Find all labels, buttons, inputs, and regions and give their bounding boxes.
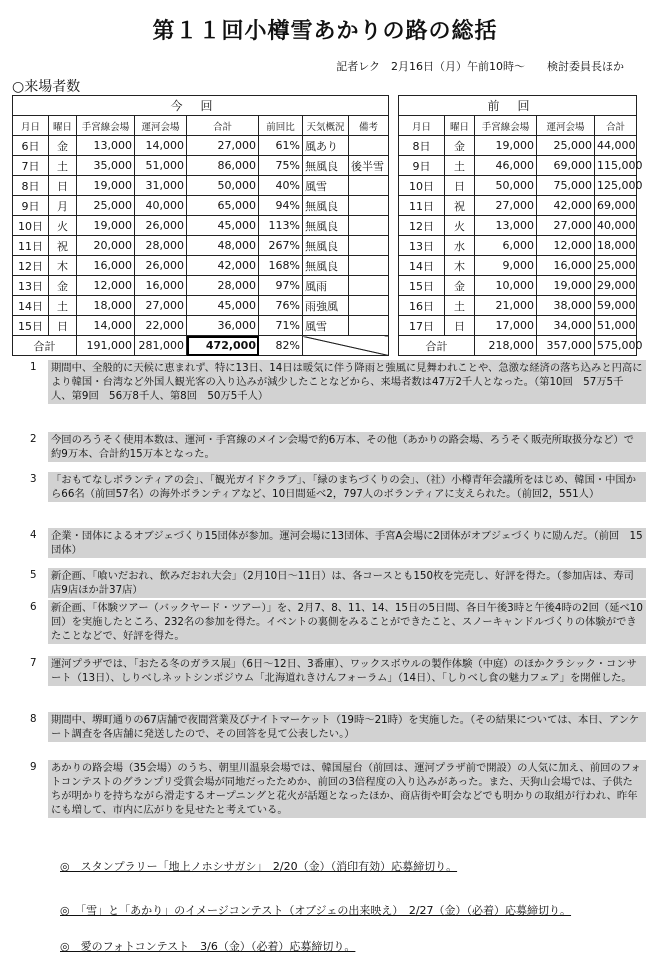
- page-title: 第１１回小樽雪あかりの路の総括: [152, 19, 498, 44]
- cell-previous: 木: [445, 256, 475, 276]
- cell-current: 22,000: [135, 316, 187, 336]
- cell-previous: 21,000: [475, 296, 537, 316]
- note-number: 8: [30, 713, 37, 725]
- cell-previous: 46,000: [475, 156, 537, 176]
- cell-previous: 44,000: [595, 136, 637, 156]
- cell-current: 45,000: [187, 296, 259, 316]
- cell-current: 25,000: [77, 196, 135, 216]
- cell-previous: 8日: [399, 136, 445, 156]
- cell-current: 金: [49, 136, 77, 156]
- table-row: [13, 176, 637, 196]
- cell-current: 86,000: [187, 156, 259, 176]
- cell-current: 40%: [259, 176, 303, 196]
- cell-current: 雨強風: [303, 296, 349, 316]
- note-number: 4: [30, 529, 37, 541]
- col-header-current: 天気概況: [303, 116, 349, 136]
- cell-previous: 19,000: [475, 136, 537, 156]
- cell-previous: 14日: [399, 256, 445, 276]
- cell-previous: 土: [445, 296, 475, 316]
- cell-current: 木: [49, 256, 77, 276]
- group-header-previous: 前回: [399, 96, 637, 116]
- total-current-v1: 191,000: [77, 336, 135, 356]
- press-meta: 記者レク 2月16日（月）午前10時～ 検討委員長ほか: [336, 60, 624, 73]
- col-header-previous: 合計: [595, 116, 637, 136]
- cell-previous: 17日: [399, 316, 445, 336]
- cell-previous: 13,000: [475, 216, 537, 236]
- cell-current: 無風良: [303, 216, 349, 236]
- total-slash-cell: [303, 336, 389, 356]
- table-row: [13, 256, 637, 276]
- cell-current: 51,000: [135, 156, 187, 176]
- cell-previous: 17,000: [475, 316, 537, 336]
- cell-current: 19,000: [77, 216, 135, 236]
- group-header-current: 今回: [13, 96, 389, 116]
- cell-previous: 12,000: [537, 236, 595, 256]
- cell-previous: 6,000: [475, 236, 537, 256]
- cell-current: 14,000: [135, 136, 187, 156]
- cell-current: [349, 136, 389, 156]
- section-heading-attendance: ○来場者数: [12, 79, 81, 95]
- cell-previous: 51,000: [595, 316, 637, 336]
- cell-current: 50,000: [187, 176, 259, 196]
- total-current-sum: 472,000: [187, 336, 259, 356]
- note-text: 新企画、「喰いだおれ、飲みだおれ大会」（2月10日～11日）は、各コースとも150枚を完売し、好評を得た。（参加店は、寿司店9店ほか計37店）: [48, 568, 646, 598]
- table-row: [13, 196, 637, 216]
- cell-current: [349, 216, 389, 236]
- cell-current: [349, 276, 389, 296]
- cell-current: 35,000: [77, 156, 135, 176]
- cell-current: 無風良: [303, 156, 349, 176]
- deadline-image-contest: ◎ 「雪」と「あかり」のイメージコンテスト（オブジェの出来映え） 2/27（金）（必着）応募締切り。: [60, 904, 572, 917]
- total-current-v2: 281,000: [135, 336, 187, 356]
- cell-previous: 59,000: [595, 296, 637, 316]
- cell-previous: 75,000: [537, 176, 595, 196]
- cell-current: 26,000: [135, 216, 187, 236]
- cell-current: 風雨: [303, 276, 349, 296]
- cell-previous: 115,000: [595, 156, 637, 176]
- cell-current: 40,000: [135, 196, 187, 216]
- cell-previous: 25,000: [595, 256, 637, 276]
- table-row: [13, 236, 637, 256]
- cell-current: 後半雪: [349, 156, 389, 176]
- col-header-current: 曜日: [49, 116, 77, 136]
- col-header-previous: 手宮線会場: [475, 116, 537, 136]
- table-row: [13, 136, 637, 156]
- total-row: [13, 336, 637, 356]
- note-text: 期間中、全般的に天候に恵まれず、特に13日、14日は暖気に伴う降雨と強風に見舞われことや、急激な経済の落ち込みと円高により韓国・台湾など外国人観光客の入り込みが減少したことなどから、来場者数は47万2千人となった。（第10回 57万5千人、第9回 56万8千人、第8回 50万5千人）: [48, 360, 646, 404]
- cell-current: 27,000: [187, 136, 259, 156]
- cell-current: 26,000: [135, 256, 187, 276]
- cell-current: 14日: [13, 296, 49, 316]
- cell-previous: 11日: [399, 196, 445, 216]
- cell-previous: 10日: [399, 176, 445, 196]
- cell-current: 火: [49, 216, 77, 236]
- cell-current: 6日: [13, 136, 49, 156]
- cell-previous: 38,000: [537, 296, 595, 316]
- cell-previous: 19,000: [537, 276, 595, 296]
- cell-current: 28,000: [187, 276, 259, 296]
- deadline-photo-contest: ◎ 愛のフォトコンテスト 3/6（金）（必着）応募締切り。: [60, 940, 356, 953]
- cell-previous: 42,000: [537, 196, 595, 216]
- cell-current: 7日: [13, 156, 49, 176]
- note-number: 2: [30, 433, 37, 445]
- col-header-current: 合計: [187, 116, 259, 136]
- cell-current: 金: [49, 276, 77, 296]
- col-header-previous: 曜日: [445, 116, 475, 136]
- cell-current: 94%: [259, 196, 303, 216]
- note-text: 期間中、堺町通りの67店舗で夜間営業及びナイトマーケット（19時～21時）を実施した。（その結果については、本日、アンケート調査を各店舗に発送したので、その回答を見て公表したい。）: [48, 712, 646, 742]
- cell-current: 113%: [259, 216, 303, 236]
- cell-current: 19,000: [77, 176, 135, 196]
- cell-current: 42,000: [187, 256, 259, 276]
- total-label-current: 合計: [13, 336, 77, 356]
- cell-previous: 50,000: [475, 176, 537, 196]
- col-header-current: 手宮線会場: [77, 116, 135, 136]
- cell-current: 97%: [259, 276, 303, 296]
- cell-current: 祝: [49, 236, 77, 256]
- cell-current: [349, 176, 389, 196]
- cell-current: 16,000: [135, 276, 187, 296]
- cell-previous: 16,000: [537, 256, 595, 276]
- cell-current: 15日: [13, 316, 49, 336]
- cell-previous: 10,000: [475, 276, 537, 296]
- note-text: 運河プラザでは、「おたる冬のガラス展」（6日～12日、3番庫）、ワックスボウルの製作体験（中庭）のほかクラシック・コンサート（13日）、しりべしネットシンポジウム「北海道れきけんフォーラム」（14日）、「しりべし食の魅力フェア」を開催した。: [48, 656, 646, 686]
- cell-previous: 日: [445, 176, 475, 196]
- cell-current: 月: [49, 196, 77, 216]
- table-row: [13, 316, 637, 336]
- cell-current: 10日: [13, 216, 49, 236]
- cell-previous: 9,000: [475, 256, 537, 276]
- cell-previous: 25,000: [537, 136, 595, 156]
- cell-current: 11日: [13, 236, 49, 256]
- cell-current: [349, 316, 389, 336]
- cell-current: 31,000: [135, 176, 187, 196]
- cell-previous: 水: [445, 236, 475, 256]
- cell-previous: 40,000: [595, 216, 637, 236]
- cell-previous: 9日: [399, 156, 445, 176]
- cell-previous: 15日: [399, 276, 445, 296]
- cell-previous: 日: [445, 316, 475, 336]
- total-previous-sum: 575,000: [595, 336, 637, 356]
- cell-previous: 125,000: [595, 176, 637, 196]
- total-previous-v1: 218,000: [475, 336, 537, 356]
- cell-current: [349, 196, 389, 216]
- cell-previous: 69,000: [595, 196, 637, 216]
- total-label-previous: 合計: [399, 336, 475, 356]
- cell-current: 18,000: [77, 296, 135, 316]
- total-previous-v2: 357,000: [537, 336, 595, 356]
- cell-previous: 火: [445, 216, 475, 236]
- cell-current: 12日: [13, 256, 49, 276]
- note-number: 5: [30, 569, 37, 581]
- table-row: [13, 216, 637, 236]
- note-text: 「おもてなしボランティアの会」、「観光ガイドクラブ」、「緑のまちづくりの会」、（社）小樽青年会議所をはじめ、韓国・中国から66名（前回57名）の海外ボランティアなど、10日間延べ2，797人のボランティアに支えられた。（前回2，551人）: [48, 472, 646, 502]
- col-header-previous: 月日: [399, 116, 445, 136]
- cell-current: 45,000: [187, 216, 259, 236]
- cell-current: 土: [49, 296, 77, 316]
- cell-current: 風あり: [303, 136, 349, 156]
- cell-current: 16,000: [77, 256, 135, 276]
- note-number: 7: [30, 657, 37, 669]
- attendance-table: [12, 95, 643, 356]
- cell-current: 76%: [259, 296, 303, 316]
- cell-current: 168%: [259, 256, 303, 276]
- cell-current: 65,000: [187, 196, 259, 216]
- cell-previous: 69,000: [537, 156, 595, 176]
- col-header-previous: 運河会場: [537, 116, 595, 136]
- note-text: 企業・団体によるオブジェづくり15団体が参加。運河会場に13団体、手宮A会場に2団体がオブジェづくりに励んだ。（前回 15団体）: [48, 528, 646, 558]
- cell-current: 9日: [13, 196, 49, 216]
- cell-current: 20,000: [77, 236, 135, 256]
- note-number: 9: [30, 761, 37, 773]
- cell-current: 61%: [259, 136, 303, 156]
- cell-current: 75%: [259, 156, 303, 176]
- note-number: 6: [30, 601, 37, 613]
- cell-current: 8日: [13, 176, 49, 196]
- cell-current: 日: [49, 176, 77, 196]
- table-row: [13, 276, 637, 296]
- cell-previous: 27,000: [537, 216, 595, 236]
- cell-previous: 12日: [399, 216, 445, 236]
- cell-current: 28,000: [135, 236, 187, 256]
- cell-current: 48,000: [187, 236, 259, 256]
- cell-current: 日: [49, 316, 77, 336]
- col-header-current: 運河会場: [135, 116, 187, 136]
- cell-current: 13日: [13, 276, 49, 296]
- cell-current: [349, 296, 389, 316]
- note-text: 今回のろうそく使用本数は、運河・手宮線のメイン会場で約6万本、その他（あかりの路会場、ろうそく販売所取扱分など）で約9万本、合計約15万本となった。: [48, 432, 646, 462]
- cell-current: [349, 236, 389, 256]
- cell-current: 27,000: [135, 296, 187, 316]
- cell-previous: 金: [445, 136, 475, 156]
- cell-previous: 16日: [399, 296, 445, 316]
- cell-current: 土: [49, 156, 77, 176]
- cell-current: 無風良: [303, 196, 349, 216]
- table-row: [13, 296, 637, 316]
- total-current-ratio: 82%: [259, 336, 303, 356]
- col-header-current: 備考: [349, 116, 389, 136]
- cell-previous: 18,000: [595, 236, 637, 256]
- note-number: 3: [30, 473, 37, 485]
- deadline-stamp-rally: ◎ スタンプラリー「地上ノホシサガシ」 2/20（金）（消印有効）応募締切り。: [60, 860, 458, 873]
- cell-previous: 13日: [399, 236, 445, 256]
- col-header-current: 月日: [13, 116, 49, 136]
- cell-current: 12,000: [77, 276, 135, 296]
- cell-current: 無風良: [303, 236, 349, 256]
- cell-previous: 34,000: [537, 316, 595, 336]
- note-text: あかりの路会場（35会場）のうち、朝里川温泉会場では、韓国屋台（前回は、運河プラザ前で開設）の人気に加え、前回のフォトコンテストのグランプリ受賞会場が同地だったためか、前回の3倍程度の入り込みがあった。また、天狗山会場では、子供たちが明かりを持ちながら滑走するオープニングと花火が話題となったほか、商店街や町会などでも明かりの取組が行われ、昨年にも増して、市内に広がりを見せたと考えている。: [48, 760, 646, 818]
- note-text: 新企画、「体験ツアー（バックヤード・ツアー）」を、2月7、8、11、14、15日の5日間、各日午後3時と午後4時の2回（延べ10回）を実施したところ、232名の参加を得た。イベントの裏側をみることができたこと、スノーキャンドルづくりの体験ができたことなどで、好評を得た。: [48, 600, 646, 644]
- cell-previous: 土: [445, 156, 475, 176]
- col-header-current: 前回比: [259, 116, 303, 136]
- cell-current: 風雪: [303, 176, 349, 196]
- cell-previous: 祝: [445, 196, 475, 216]
- cell-current: 71%: [259, 316, 303, 336]
- cell-current: 無風良: [303, 256, 349, 276]
- cell-current: 267%: [259, 236, 303, 256]
- note-number: 1: [30, 361, 37, 373]
- cell-previous: 27,000: [475, 196, 537, 216]
- cell-previous: 29,000: [595, 276, 637, 296]
- cell-current: 36,000: [187, 316, 259, 336]
- cell-previous: 金: [445, 276, 475, 296]
- cell-current: 14,000: [77, 316, 135, 336]
- cell-current: [349, 256, 389, 276]
- cell-current: 風雪: [303, 316, 349, 336]
- cell-current: 13,000: [77, 136, 135, 156]
- table-row: [13, 156, 637, 176]
